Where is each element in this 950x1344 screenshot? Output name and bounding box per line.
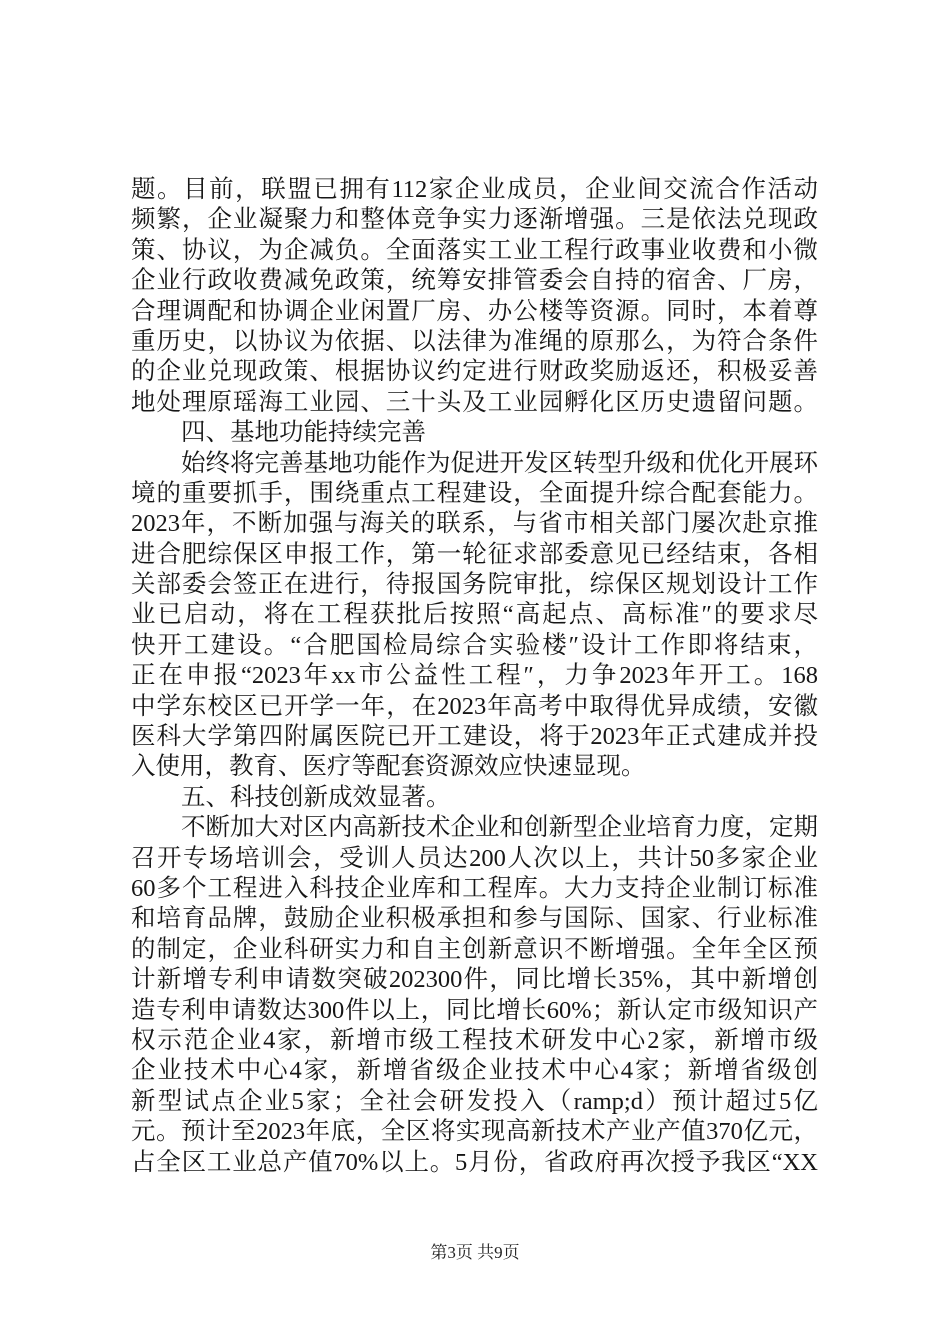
paragraph-line: 快开工建设。“合肥国检局综合实验楼″设计工作即将结束，: [131, 631, 818, 659]
paragraph-line: 新型试点企业5家；全社会研发投入（ramp;d）预计超过5亿: [131, 1087, 818, 1115]
document-body: [131, 175, 818, 1178]
paragraph-line: 业已启动，将在工程获批后按照“高起点、高标准″的要求尽: [131, 601, 818, 629]
paragraph-line: 入使用，教育、医疗等配套资源效应快速显现。: [131, 753, 646, 781]
section-heading-4: 四、基地功能持续完善: [181, 419, 426, 447]
paragraph-line: 60多个工程进入科技企业库和工程库。大力支持企业制订标准: [131, 874, 818, 902]
paragraph-1: [131, 175, 818, 418]
paragraph-line: 的企业兑现政策、根据协议约定进行财政奖励返还，积极妥善: [131, 358, 818, 386]
page-number-footer: 第3页 共9页: [430, 1243, 520, 1262]
paragraph-line: 正在申报“2023年xx市公益性工程″，力争2023年开工。168: [131, 662, 818, 690]
paragraph-line: 境的重要抓手，围绕重点工程建设，全面提升综合配套能力。: [131, 479, 818, 507]
paragraph-line: 医科大学第四附属医院已开工建设，将于2023年正式建成并投: [131, 723, 818, 751]
paragraph-line: 重历史，以协议为依据、以法律为准绳的原那么，为符合条件: [131, 327, 818, 355]
paragraph-line: 召开专场培训会，受训人员达200人次以上，共计50多家企业: [131, 844, 818, 872]
paragraph-line: 占全区工业总产值70%以上。5月份，省政府再次授予我区“XX: [131, 1148, 818, 1176]
section-heading-5: 五、科技创新成效显著。: [181, 783, 451, 811]
paragraph-line: 元。预计至2023年底，全区将实现高新技术产业产值370亿元，: [131, 1118, 818, 1146]
paragraph-line: 合理调配和协调企业闲置厂房、办公楼等资源。同时，本着尊: [131, 297, 818, 325]
paragraph-line: 不断加大对区内高新技术企业和创新型企业培育力度，定期: [181, 814, 818, 842]
paragraph-line: 企业行政收费减免政策，统筹安排管委会自持的宿舍、厂房，: [131, 267, 818, 295]
paragraph-line: 进合肥综保区申报工作，第一轮征求部委意见已经结束，各相: [131, 540, 818, 568]
paragraph-line: 和培育品牌，鼓励企业积极承担和参与国际、国家、行业标准: [131, 905, 818, 933]
paragraph-line: 地处理原瑶海工业园、三十头及工业园孵化区历史遗留问题。: [131, 388, 818, 416]
paragraph-line: 题。目前，联盟已拥有112家企业成员，企业间交流合作活动: [131, 176, 818, 203]
paragraph-3: [131, 813, 818, 1178]
paragraph-line: 权示范企业4家，新增市级工程技术研发中心2家，新增市级: [131, 1026, 818, 1054]
paragraph-line: 2023年，不断加强与海关的联系，与省市相关部门屡次赴京推: [131, 510, 818, 538]
paragraph-line: 始终将完善基地功能作为促进开发区转型升级和优化开展环: [181, 449, 818, 477]
paragraph-line: 造专利申请数达300件以上，同比增长60%；新认定市级知识产: [131, 996, 818, 1024]
paragraph-line: 中学东校区已开学一年，在2023年高考中取得优异成绩，安徽: [131, 692, 818, 720]
paragraph-line: 计新增专利申请数突破202300件，同比增长35%，其中新增创: [131, 966, 818, 994]
paragraph-line: 频繁，企业凝聚力和整体竞争实力逐渐增强。三是依法兑现政: [131, 206, 818, 234]
paragraph-line: 关部委会签正在进行，待报国务院审批，综保区规划设计工作: [131, 571, 818, 599]
paragraph-line: 的制定，企业科研实力和自主创新意识不断增强。全年全区预: [131, 935, 818, 963]
paragraph-line: 策、协议，为企减负。全面落实工业工程行政事业收费和小微: [131, 236, 818, 264]
paragraph-line: 企业技术中心4家，新增省级企业技术中心4家；新增省级创: [131, 1057, 818, 1085]
paragraph-2: [131, 449, 818, 783]
